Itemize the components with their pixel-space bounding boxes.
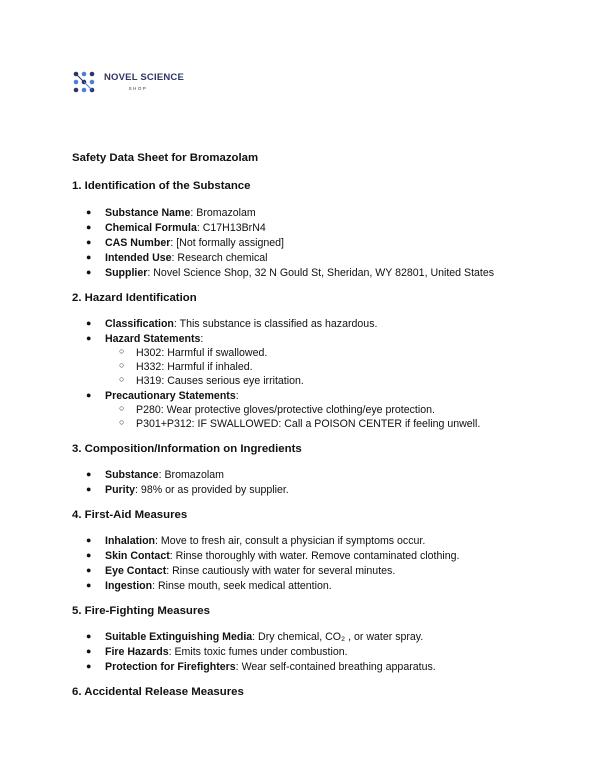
bullet-icon: ● bbox=[86, 207, 92, 217]
item-value: This substance is classified as hazardous. bbox=[179, 318, 378, 330]
item-label: CAS Number bbox=[105, 237, 171, 249]
item-label: Inhalation bbox=[105, 535, 156, 547]
item-label: Classification bbox=[105, 318, 174, 330]
item-label: Precautionary Statements bbox=[105, 390, 236, 402]
bullet-icon: ● bbox=[86, 484, 92, 494]
item-label: Skin Contact bbox=[105, 550, 170, 562]
item-label: Intended Use bbox=[105, 252, 172, 264]
bullet-icon: ● bbox=[86, 222, 92, 232]
hollow-bullet-icon: ○ bbox=[119, 403, 125, 413]
bullet-icon: ● bbox=[86, 237, 92, 247]
item-label: Chemical Formula bbox=[105, 222, 197, 234]
item-value: Research chemical bbox=[177, 252, 268, 264]
item-value: Rinse cautiously with water for several minutes. bbox=[172, 565, 396, 577]
item-label: Suitable Extinguishing Media bbox=[105, 631, 253, 643]
hollow-bullet-icon: ○ bbox=[119, 417, 125, 427]
bullet-icon: ● bbox=[86, 252, 92, 262]
item-label: Substance bbox=[105, 469, 159, 481]
hollow-bullet-icon: ○ bbox=[119, 346, 125, 356]
section-heading: 1. Identification of the Substance bbox=[72, 180, 251, 192]
bullet-icon: ● bbox=[86, 565, 92, 575]
item-label: Fire Hazards bbox=[105, 646, 169, 658]
item-value: Bromazolam bbox=[196, 207, 256, 219]
item-value: Dry chemical, CO₂ , or water spray. bbox=[258, 631, 424, 643]
bullet-icon: ● bbox=[86, 661, 92, 671]
section-heading: 3. Composition/Information on Ingredients bbox=[72, 443, 302, 455]
item-value: [Not formally assigned] bbox=[176, 237, 284, 249]
section-heading: 2. Hazard Identification bbox=[72, 292, 197, 304]
bullet-icon: ● bbox=[86, 390, 92, 400]
item-value: Emits toxic fumes under combustion. bbox=[174, 646, 348, 658]
bullet-icon: ● bbox=[86, 580, 92, 590]
item-value: Novel Science Shop, 32 N Gould St, Sheridan, WY 82801, United States bbox=[153, 267, 495, 279]
item-value: Rinse thoroughly with water. Remove contaminated clothing. bbox=[175, 550, 460, 562]
hollow-bullet-icon: ○ bbox=[119, 360, 125, 370]
item-label: Hazard Statements bbox=[105, 333, 201, 345]
item-value: Move to fresh air, consult a physician if symptoms occur. bbox=[160, 535, 426, 547]
bullet-icon: ● bbox=[86, 535, 92, 545]
logo-subtitle: SHOP bbox=[128, 86, 148, 91]
logo-molecule-icon bbox=[72, 70, 96, 94]
item-value: Wear self-contained breathing apparatus. bbox=[241, 661, 436, 673]
bullet-icon: ● bbox=[86, 550, 92, 560]
item-label: Purity bbox=[105, 484, 136, 496]
section-heading: 4. First-Aid Measures bbox=[72, 509, 188, 521]
section-heading: 5. Fire-Fighting Measures bbox=[72, 605, 210, 617]
item-label: Protection for Firefighters bbox=[105, 661, 236, 673]
hollow-bullet-icon: ○ bbox=[119, 374, 125, 384]
item-label: Ingestion bbox=[105, 580, 153, 592]
logo-name: NOVEL SCIENCE bbox=[104, 72, 185, 83]
item-value: C17H13BrN4 bbox=[202, 222, 266, 234]
logo bbox=[72, 70, 192, 100]
item-label: Substance Name bbox=[105, 207, 191, 219]
item-value: Rinse mouth, seek medical attention. bbox=[157, 580, 332, 592]
bullet-icon: ● bbox=[86, 469, 92, 479]
item-value: Bromazolam bbox=[164, 469, 224, 481]
item-label: Eye Contact bbox=[105, 565, 167, 577]
item-value: 98% or as provided by supplier. bbox=[140, 484, 289, 496]
item-label: Supplier bbox=[105, 267, 148, 279]
bullet-icon: ● bbox=[86, 318, 92, 328]
bullet-icon: ● bbox=[86, 333, 92, 343]
section-heading: 6. Accidental Release Measures bbox=[72, 686, 244, 698]
bullet-icon: ● bbox=[86, 631, 92, 641]
document-title: Safety Data Sheet for Bromazolam bbox=[72, 152, 259, 164]
bullet-icon: ● bbox=[86, 646, 92, 656]
bullet-icon: ● bbox=[86, 267, 92, 277]
